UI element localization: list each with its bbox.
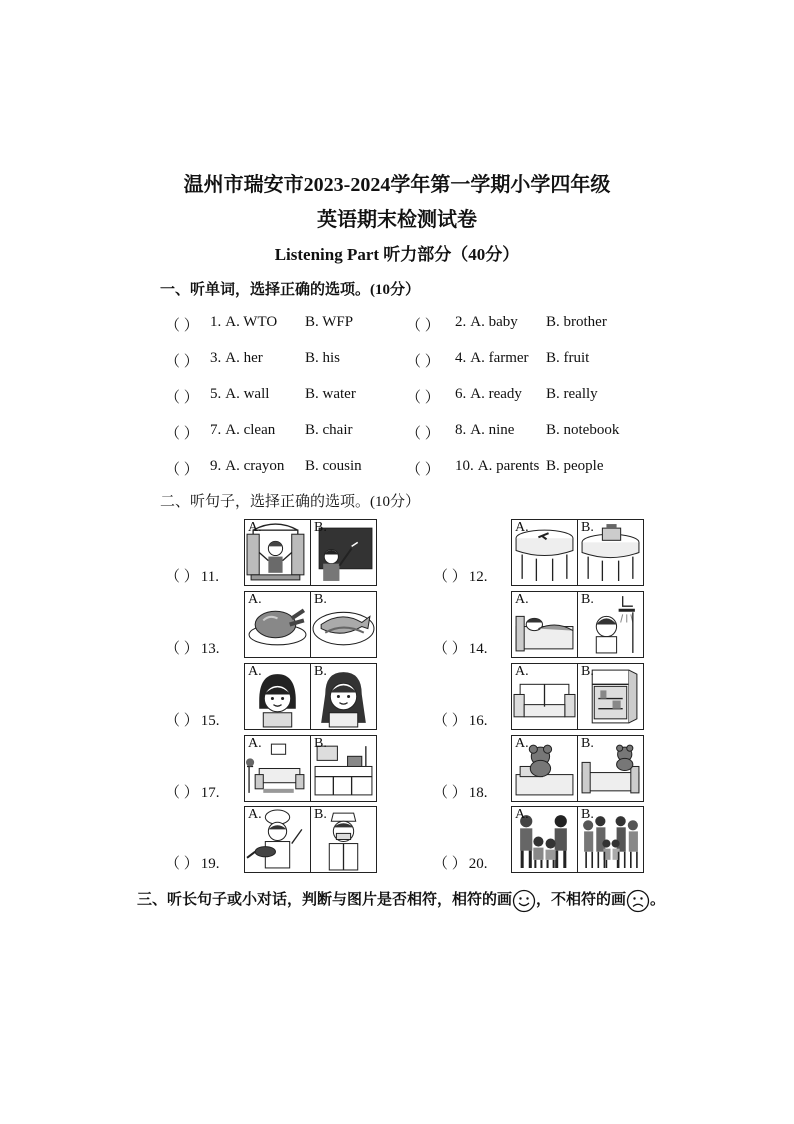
answer-blank: （ ） xyxy=(165,354,199,370)
picture-question-label xyxy=(165,637,220,658)
option-a: A. ready xyxy=(470,386,522,402)
picture-option-a xyxy=(245,736,311,801)
question-number: 8. xyxy=(455,422,467,438)
option-a: A. her xyxy=(225,350,263,366)
question-number: 13. xyxy=(200,641,220,657)
option-a: A. WTO xyxy=(225,314,278,330)
question-item xyxy=(210,314,277,331)
answer-blank: （ ） xyxy=(406,390,440,406)
question-item xyxy=(455,458,539,475)
option-b: B. fruit xyxy=(546,350,590,366)
exam-title-line1: 温州市瑞安市2023-2024学年第一学期小学四年级 xyxy=(183,174,611,196)
answer-blank: （ ） xyxy=(165,426,199,442)
picture-option-a xyxy=(245,592,311,657)
answer-blank: （ ） xyxy=(406,462,440,478)
picture-option-a xyxy=(245,664,311,729)
option-b-label: B. xyxy=(581,520,594,535)
picture-options xyxy=(511,591,644,658)
picture-option-a xyxy=(245,807,311,872)
option-b: B. notebook xyxy=(546,422,620,438)
question-item xyxy=(210,422,275,439)
option-b-label: B. xyxy=(581,807,594,822)
picture-option-b xyxy=(578,807,643,872)
question-number: 20. xyxy=(468,856,488,872)
option-a-label: A. xyxy=(515,736,529,751)
option-a: A. crayon xyxy=(225,458,285,474)
option-b: B. really xyxy=(546,386,598,402)
question-number: 3. xyxy=(210,350,222,366)
option-a: A. farmer xyxy=(470,350,529,366)
option-a-label: A. xyxy=(248,736,262,751)
option-a-label: A. xyxy=(248,520,262,535)
picture-option-a xyxy=(512,664,578,729)
option-b: B. water xyxy=(305,386,356,402)
question-number: 17. xyxy=(200,785,220,801)
option-b: B. his xyxy=(305,350,341,366)
answer-blank: （ ） xyxy=(433,856,467,872)
answer-blank: （ ） xyxy=(165,569,199,585)
answer-blank: （ ） xyxy=(433,713,467,729)
option-b-label: B. xyxy=(314,736,327,751)
question-number: 15. xyxy=(200,713,220,729)
question-number: 1. xyxy=(210,314,222,330)
answer-blank: （ ） xyxy=(433,641,467,657)
question-item xyxy=(455,422,514,439)
picture-options xyxy=(244,806,377,873)
picture-options xyxy=(511,663,644,730)
option-a-label: A. xyxy=(515,592,529,607)
picture-option-b xyxy=(311,664,376,729)
answer-blank: （ ） xyxy=(165,713,199,729)
option-a-label: A. xyxy=(515,520,529,535)
picture-options xyxy=(244,591,377,658)
question-number: 18. xyxy=(468,785,488,801)
exam-title-line2: 英语期末检测试卷 xyxy=(317,209,477,231)
option-a: A. wall xyxy=(225,386,270,402)
picture-option-b xyxy=(578,520,643,585)
question-number: 6. xyxy=(455,386,467,402)
answer-blank: （ ） xyxy=(433,785,467,801)
option-b-label: B. xyxy=(314,807,327,822)
section3-heading-part2: ，不相符的画 xyxy=(536,892,627,908)
answer-blank: （ ） xyxy=(165,785,199,801)
picture-option-b xyxy=(578,736,643,801)
answer-blank: （ ） xyxy=(165,641,199,657)
answer-blank: （ ） xyxy=(165,390,199,406)
picture-option-b xyxy=(311,520,376,585)
picture-question-label xyxy=(165,709,220,730)
picture-option-b xyxy=(311,592,376,657)
picture-options xyxy=(511,519,644,586)
option-a-label: A. xyxy=(515,664,529,679)
picture-option-b xyxy=(578,592,643,657)
picture-options xyxy=(511,806,644,873)
picture-option-b xyxy=(311,807,376,872)
question-number: 11. xyxy=(200,569,219,585)
picture-question-label xyxy=(433,709,488,730)
answer-blank: （ ） xyxy=(165,318,199,334)
picture-options xyxy=(244,735,377,802)
picture-question-label xyxy=(433,781,488,802)
picture-options xyxy=(244,519,377,586)
answer-blank: （ ） xyxy=(433,569,467,585)
question-number: 4. xyxy=(455,350,467,366)
option-b-label: B. xyxy=(581,736,594,751)
picture-option-a xyxy=(512,807,578,872)
option-a-label: A. xyxy=(248,592,262,607)
picture-question-label xyxy=(165,565,219,586)
sad-face-icon xyxy=(626,889,650,913)
picture-question-label xyxy=(433,637,488,658)
answer-blank: （ ） xyxy=(406,354,440,370)
option-a: A. parents xyxy=(477,458,540,474)
section3-heading xyxy=(137,888,665,913)
listening-part-subtitle: Listening Part 听力部分（40分） xyxy=(274,245,520,264)
question-number: 16. xyxy=(468,713,488,729)
section1-heading: 一、听单词，选择正确的选项。(10分） xyxy=(160,282,420,298)
option-b: B. people xyxy=(546,458,604,474)
question-number: 19. xyxy=(200,856,220,872)
option-b-label: B. xyxy=(581,592,594,607)
picture-option-a xyxy=(512,520,578,585)
question-item xyxy=(455,350,529,367)
answer-blank: （ ） xyxy=(406,426,440,442)
option-b: B. WFP xyxy=(305,314,354,330)
picture-option-a xyxy=(245,520,311,585)
option-a: A. baby xyxy=(470,314,518,330)
option-b-label: B. xyxy=(314,664,327,679)
section3-heading-part1: 三、听长句子或小对话，判断与图片是否相符，相符的画 xyxy=(137,892,513,908)
answer-blank: （ ） xyxy=(406,318,440,334)
option-a-label: A. xyxy=(248,807,262,822)
option-a-label: A. xyxy=(515,807,529,822)
answer-blank: （ ） xyxy=(165,856,199,872)
option-a-label: A. xyxy=(248,664,262,679)
question-item xyxy=(455,386,522,403)
answer-blank: （ ） xyxy=(165,462,199,478)
question-number: 14. xyxy=(468,641,488,657)
picture-question-label xyxy=(433,852,488,873)
picture-question-label xyxy=(165,781,220,802)
question-number: 7. xyxy=(210,422,222,438)
picture-question-label xyxy=(433,565,488,586)
question-item xyxy=(210,350,263,367)
question-number: 12. xyxy=(468,569,488,585)
smiley-face-icon xyxy=(512,889,536,913)
option-b: B. chair xyxy=(305,422,353,438)
option-b: B. brother xyxy=(546,314,607,330)
picture-option-a xyxy=(512,736,578,801)
question-number: 9. xyxy=(210,458,222,474)
picture-option-b xyxy=(578,664,643,729)
option-a: A. nine xyxy=(470,422,515,438)
picture-question-label xyxy=(165,852,220,873)
question-item xyxy=(455,314,518,331)
question-item xyxy=(210,458,284,475)
option-b-label: B. xyxy=(314,520,327,535)
option-a: A. clean xyxy=(225,422,276,438)
picture-option-a xyxy=(512,592,578,657)
picture-options xyxy=(244,663,377,730)
question-item xyxy=(210,386,269,403)
option-b-label: B. xyxy=(581,664,594,679)
section2-heading: 二、听句子，选择正确的选项。(10分） xyxy=(160,494,420,510)
picture-options xyxy=(511,735,644,802)
picture-option-b xyxy=(311,736,376,801)
question-number: 10. xyxy=(455,458,474,474)
option-b: B. cousin xyxy=(305,458,362,474)
question-number: 2. xyxy=(455,314,467,330)
section3-heading-end: 。 xyxy=(650,892,666,908)
question-number: 5. xyxy=(210,386,222,402)
option-b-label: B. xyxy=(314,592,327,607)
